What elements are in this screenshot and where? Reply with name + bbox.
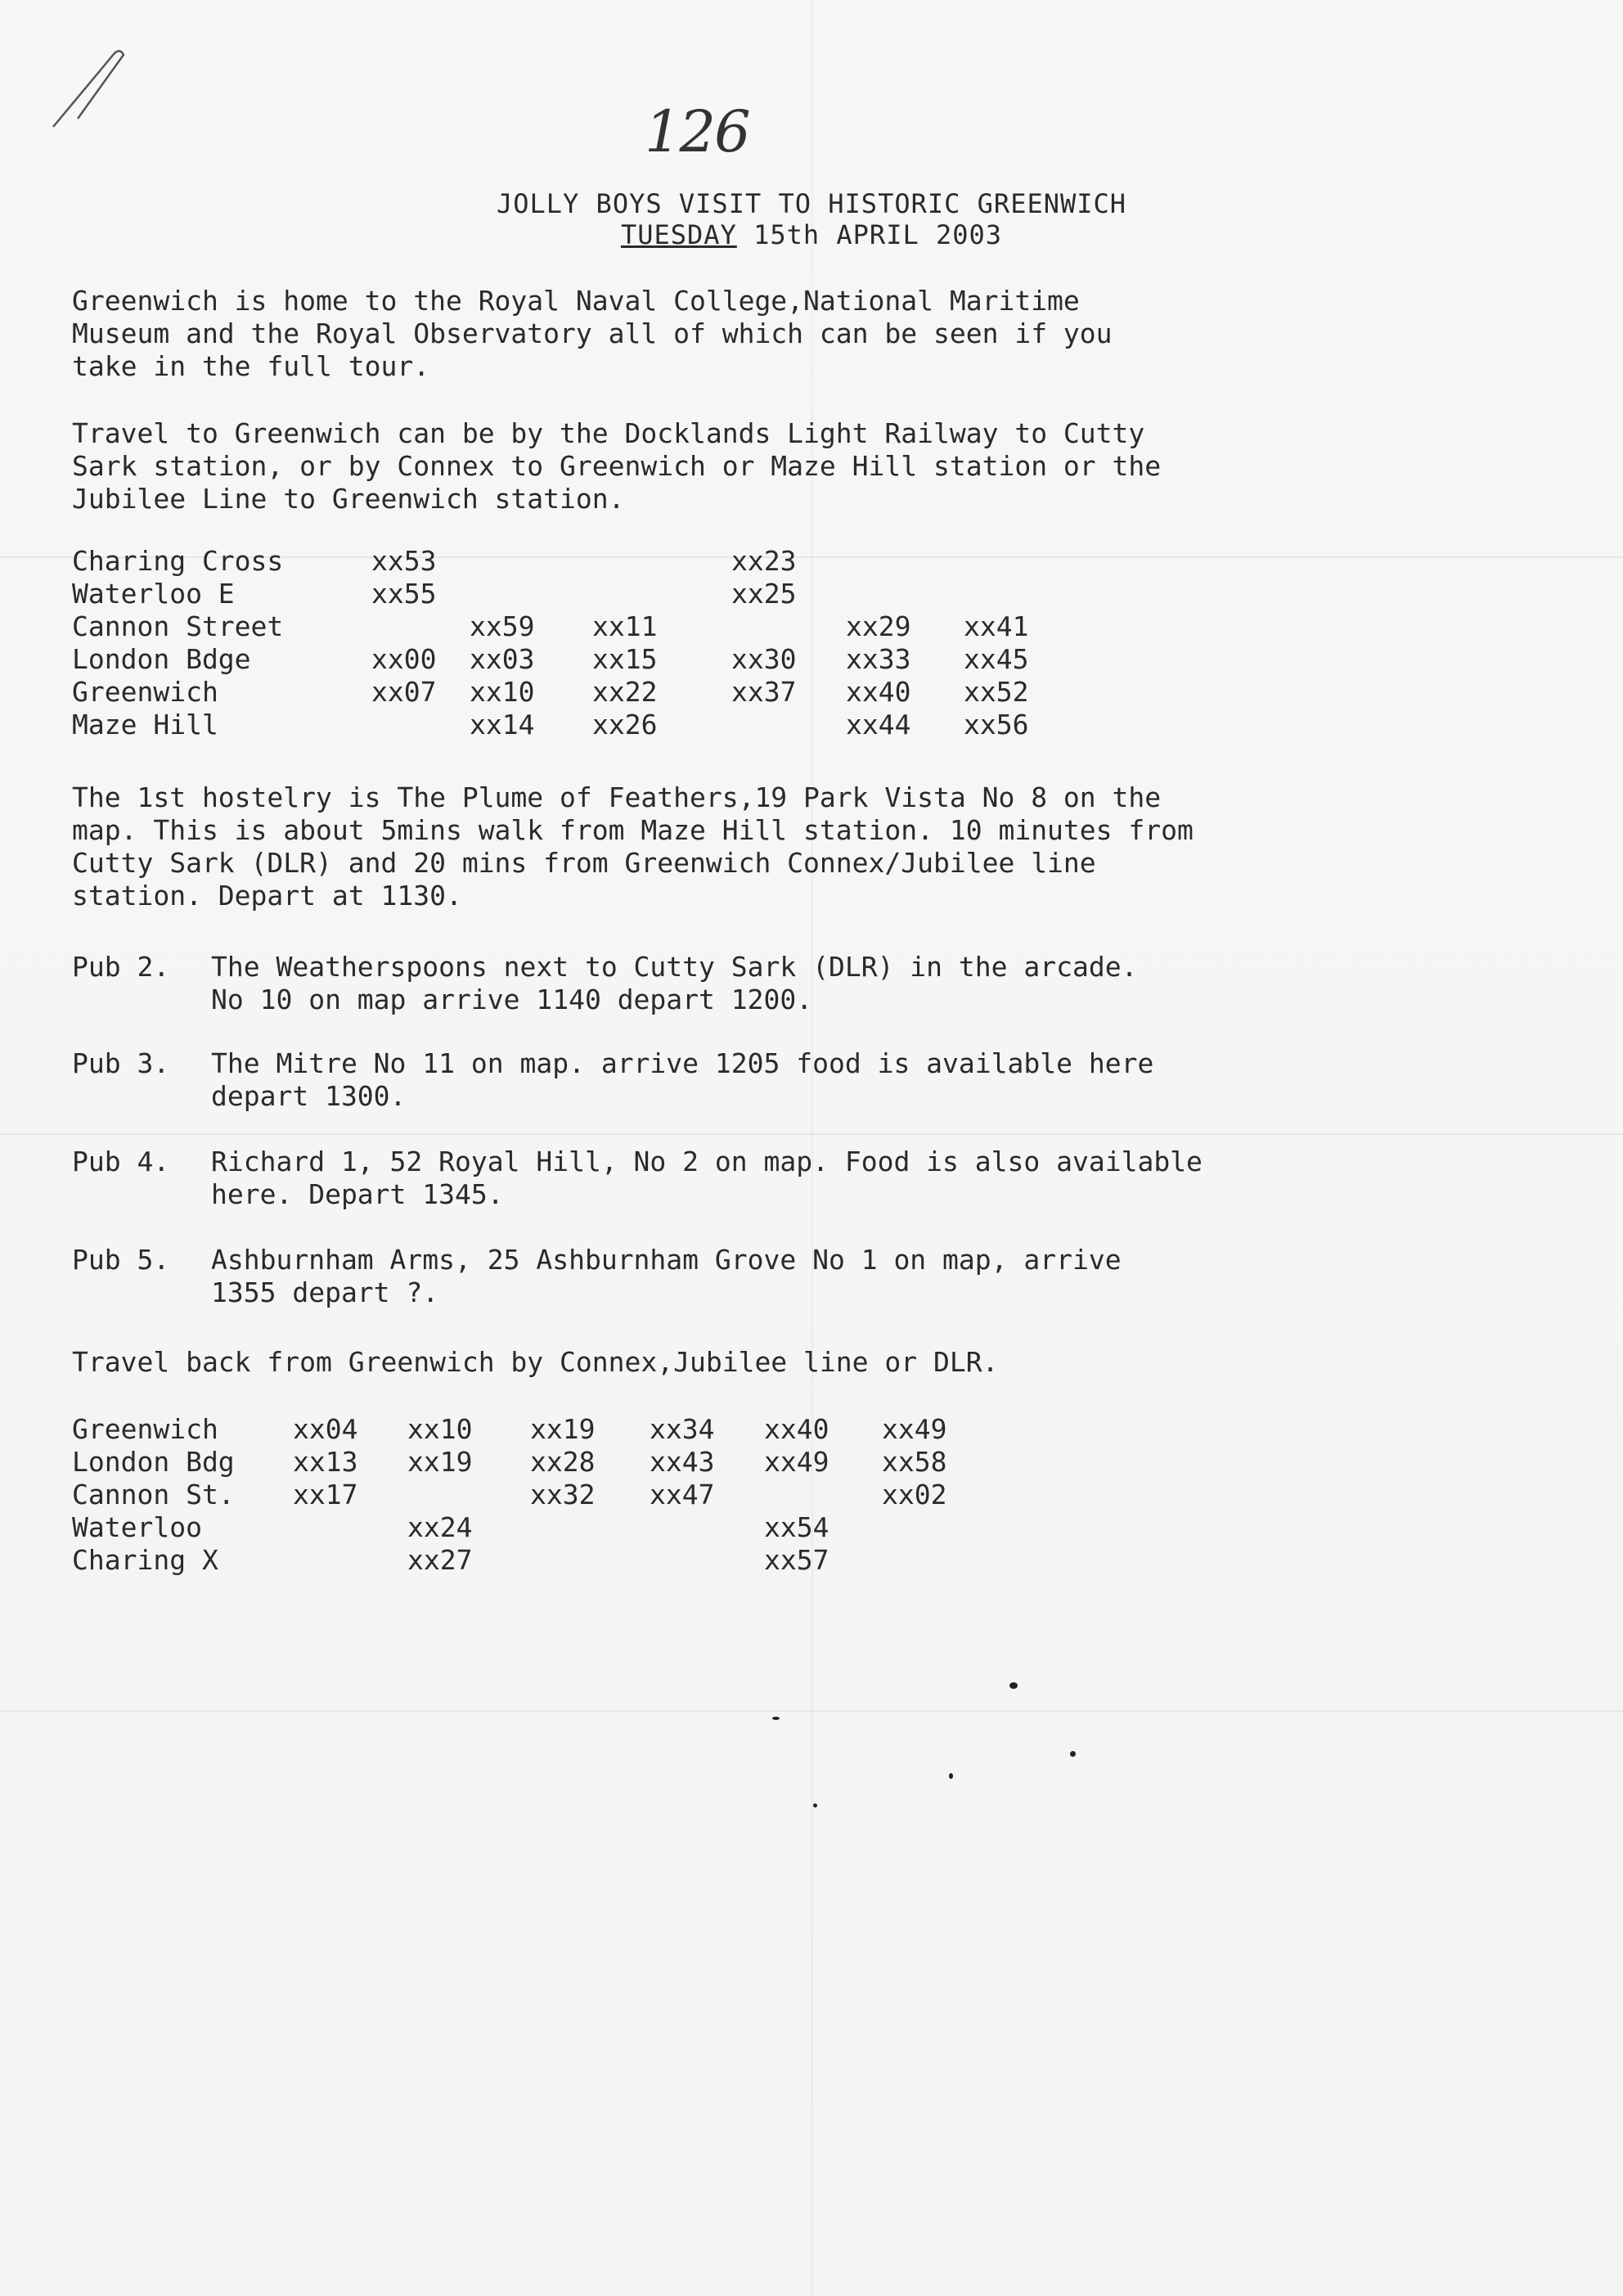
station-name: Cannon Street — [72, 610, 284, 642]
departure-time: xx59 — [470, 610, 535, 642]
station-name: London Bdge — [72, 643, 251, 675]
departure-time: xx11 — [592, 610, 658, 642]
departure-time: xx26 — [592, 709, 658, 741]
date: 15th APRIL 2003 — [753, 219, 1003, 250]
departure-time: xx55 — [371, 578, 437, 610]
departure-time: xx53 — [371, 545, 437, 577]
departure-time: xx49 — [764, 1446, 829, 1478]
departure-time: xx30 — [731, 643, 797, 675]
pub-number: Pub 5. — [72, 1244, 170, 1276]
departure-time: xx45 — [964, 643, 1029, 675]
departure-time: xx43 — [650, 1446, 715, 1478]
title: JOLLY BOYS VISIT TO HISTORIC GREENWICH — [496, 188, 1127, 219]
departure-time: xx13 — [293, 1446, 358, 1478]
departure-time: xx44 — [846, 709, 911, 741]
departure-time: xx47 — [650, 1479, 715, 1510]
departure-time: xx57 — [764, 1544, 829, 1576]
pub-description: The Mitre No 11 on map. arrive 1205 food is available here depart 1300. — [211, 1047, 1154, 1112]
travel-to-paragraph: Travel to Greenwich can be by the Docklands Light Railway to Cutty Sark station, or by Connex to Greenwich or Maze Hill station or the Jubilee Line to Greenwich station. — [72, 417, 1162, 515]
pub-description: The Weatherspoons next to Cutty Sark (DLR) in the arcade. No 10 on map arrive 1140 depart 1200. — [211, 951, 1138, 1015]
departure-time: xx33 — [846, 643, 911, 675]
station-name: Cannon St. — [72, 1479, 235, 1510]
ink-speck — [772, 1717, 780, 1720]
intro-paragraph: Greenwich is home to the Royal Naval College,National Maritime Museum and the Royal Observatory all of which can be seen if you take in the full tour. — [72, 285, 1113, 382]
departure-time: xx49 — [882, 1413, 947, 1445]
pub-number: Pub 2. — [72, 951, 170, 983]
station-name: Charing X — [72, 1544, 218, 1576]
departure-time: xx29 — [846, 610, 911, 642]
departure-time: xx04 — [293, 1413, 358, 1445]
hostelry-paragraph: The 1st hostelry is The Plume of Feathers,19 Park Vista No 8 on the map. This is about 5mins walk from Maze Hill station. 10 minutes from Cutty Sark (DLR) and 20 mins from Greenwich Connex/Jubilee line station. Depart at 1130. — [72, 781, 1194, 912]
departure-time: xx52 — [964, 676, 1029, 708]
departure-time: xx37 — [731, 676, 797, 708]
departure-time: xx23 — [731, 545, 797, 577]
day: TUESDAY — [620, 219, 737, 250]
pub-number: Pub 4. — [72, 1146, 170, 1177]
travel-back-paragraph: Travel back from Greenwich by Connex,Jubilee line or DLR. — [72, 1346, 999, 1378]
ink-speck — [949, 1773, 953, 1779]
paperclip-mark-icon — [45, 45, 135, 135]
departure-time: xx56 — [964, 709, 1029, 741]
departure-time: xx54 — [764, 1511, 829, 1543]
station-name: London Bdg — [72, 1446, 235, 1478]
pub-description: Richard 1, 52 Royal Hill, No 2 on map. Food is also available here. Depart 1345. — [211, 1146, 1203, 1210]
departure-time: xx17 — [293, 1479, 358, 1510]
departure-time: xx19 — [407, 1446, 473, 1478]
departure-time: xx14 — [470, 709, 535, 741]
station-name: Charing Cross — [72, 545, 284, 577]
departure-time: xx27 — [407, 1544, 473, 1576]
departure-time: xx02 — [882, 1479, 947, 1510]
station-name: Waterloo E — [72, 578, 235, 610]
station-name: Greenwich — [72, 676, 218, 708]
ink-speck — [813, 1803, 817, 1808]
departure-time: xx58 — [882, 1446, 947, 1478]
departure-time: xx19 — [530, 1413, 596, 1445]
date-line — [0, 219, 1623, 250]
pub-number: Pub 3. — [72, 1047, 170, 1079]
departure-time: xx22 — [592, 676, 658, 708]
departure-time: xx07 — [371, 676, 437, 708]
departure-time: xx34 — [650, 1413, 715, 1445]
departure-time: xx03 — [470, 643, 535, 675]
handwritten-number: 126 — [645, 98, 749, 165]
departure-time: xx25 — [731, 578, 797, 610]
departure-time: xx10 — [470, 676, 535, 708]
ink-speck — [1070, 1751, 1076, 1757]
departure-time: xx00 — [371, 643, 437, 675]
departure-time: xx28 — [530, 1446, 596, 1478]
departure-time: xx40 — [764, 1413, 829, 1445]
station-name: Waterloo — [72, 1511, 202, 1543]
pub-description: Ashburnham Arms, 25 Ashburnham Grove No 1 on map, arrive 1355 depart ?. — [211, 1244, 1122, 1308]
departure-time: xx10 — [407, 1413, 473, 1445]
departure-time: xx32 — [530, 1479, 596, 1510]
departure-time: xx24 — [407, 1511, 473, 1543]
departure-time: xx41 — [964, 610, 1029, 642]
station-name: Greenwich — [72, 1413, 218, 1445]
departure-time: xx15 — [592, 643, 658, 675]
station-name: Maze Hill — [72, 709, 218, 741]
departure-time: xx40 — [846, 676, 911, 708]
ink-speck — [1009, 1682, 1018, 1689]
